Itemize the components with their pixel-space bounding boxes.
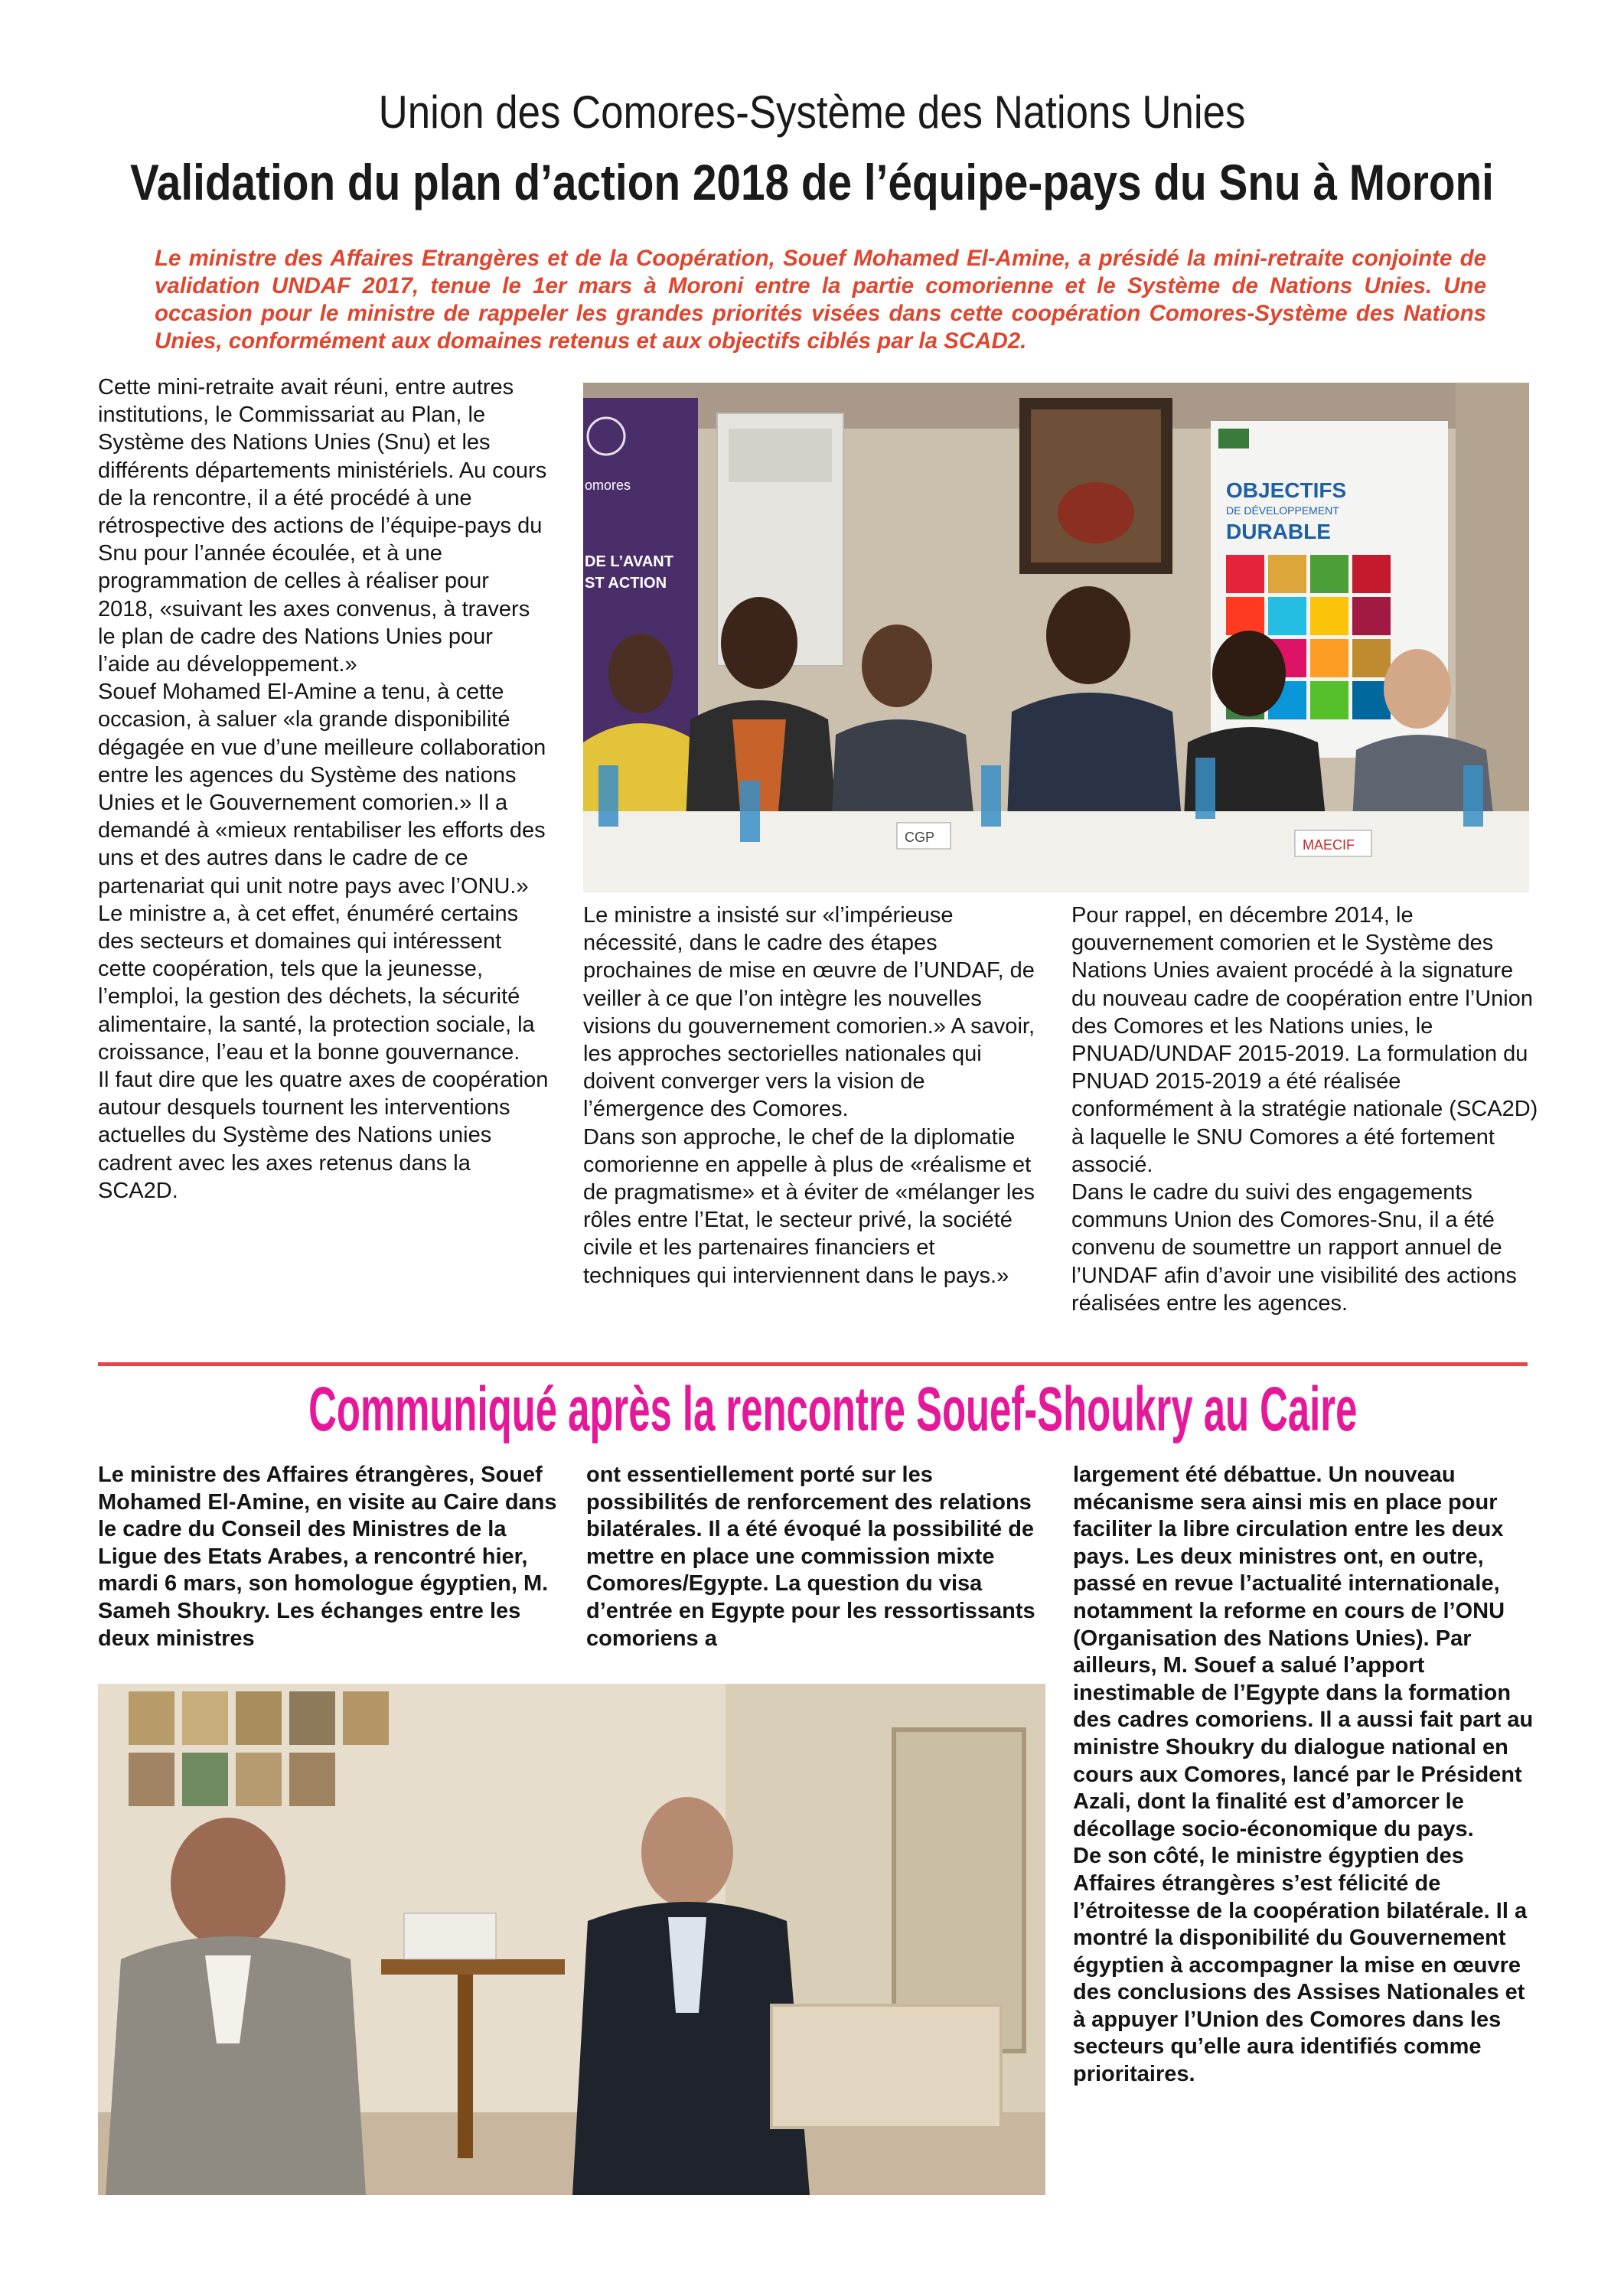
section-divider (98, 1362, 1528, 1366)
article2-column-2: ont essentiellement porté sur les possibilités de renforcement des relations bilatérales. Il a été évoqué la possibilité de mettre en place une commission mixte Comores/Egypte. La question du visa d’entrée en Egypte pour les ressortissants comoriens a (586, 1463, 1035, 1651)
telephone (404, 1913, 496, 1959)
article-column-1: Cette mini-retraite avait réuni, entre autres institutions, le Commissariat au Plan, le Système des Nations Unies (Snu) et les différents départements ministériels. Au cours de la rencontre, il a été procédé à une rétrospective des actions de l’équipe-pays du Snu pour l’année écoulée, et à une programmation de celles à réaliser pour 2018, «suivant les axes convenus, à travers le plan de cadre des Nations Unies pour l’aide au développement.» Souef Mohamed El-Amine a tenu, à cette occasion, à saluer «la grande disponibilité dégagée en vue d’une meilleure collaboration entre les agences du Système des nations Unies et le Gouvernement comorien.» Il a demandé à «mieux rentabiliser les efforts des uns et des autres dans le cadre de ce partenariat qui unit notre pays avec l’ONU.» Le ministre a, à cet effet, énuméré certains des secteurs et domaines qui intéressent cette coopération, tels que la jeunesse, l’emploi, la gestion des déchets, la sécurité alimentaire, la santé, la protection sociale, la croissance, l’eau et la bonne gouvernance. Il faut dire que les quatre axes de coopération autour desquels tournent les interventions actuelles du Système des Nations unies cadrent avec les axes retenus dans la SCA2D. (98, 375, 549, 1203)
ministers-photo (98, 1684, 1045, 2195)
ministers-photo-illustration (98, 1684, 1045, 2195)
banner-text-3: ST ACTION (585, 575, 667, 592)
meeting-photo-illustration (583, 383, 1529, 892)
sdg-title-1: OBJECTIFS (1226, 478, 1347, 502)
placard-cgp-text: CGP (905, 830, 935, 845)
article2-column-3: largement été débattue. Un nouveau mécanisme sera ainsi mis en place pour faciliter la libre circulation entre les deux pays. Les deux ministres ont, en outre, passé en revue l’actualité internationale, notamment la reforme en cours de l’ONU (Organisation des Nations Unies). Par ailleurs, M. Souef a salué l’apport inestimable de l’Egypte dans la formation des cadres comoriens. Il a aussi fait part au ministre Shoukry du dialogue national en cours aux Comores, lancé par le Président Azali, dont la finalité est d’amorcer le décollage socio-économique du pays. De son côté, le ministre égyptien des Affaires étrangères s’est félicité de l’étroitesse de la coopération bilatérale. Il a montré la disponibilité du Gouvernement égyptien à accompagner la mise en œuvre des conclusions des Assises Nationales et à appuyer l’Union des Comores dans les secteurs qu’elle aura identifiés comme prioritaires. (1073, 1463, 1534, 2087)
sdg-title-3: DURABLE (1226, 520, 1331, 543)
wall-mirror (894, 1730, 1024, 2051)
side-table (381, 1959, 565, 1975)
meeting-photo (583, 383, 1529, 892)
article-kicker: Union des Comores-Système des Nations Unies (378, 86, 1246, 138)
placard-maecif-text: MAECIF (1303, 837, 1355, 853)
article2-column-1: Le ministre des Affaires étrangères, Souef Mohamed El-Amine, en visite au Caire dans le cadre du Conseil des Ministres de la Ligue des Etats Arabes, a rencontré hier, mardi 6 mars, son homologue égyptien, M. Sameh Shoukry. Les échanges entre les deux ministres (98, 1463, 557, 1651)
conference-table (583, 811, 1529, 892)
article-headline: Validation du plan d’action 2018 de l’équipe-pays du Snu à Moroni (130, 154, 1494, 210)
sdg-title-2: DE DÉVELOPPEMENT (1226, 504, 1339, 517)
article-column-2: Le ministre a insisté sur «l’impérieuse nécessité, dans le cadre des étapes prochaines de mise en œuvre de l’UNDAF, de veiller à ce que l’on intègre les nouvelles visions du gouvernement comorien.» A savoir, les approches sectorielles nationales qui doivent converger vers la vision de l’émergence des Comores. Dans son approche, le chef de la diplomatie comorienne en appelle à plus de «réalisme et de pragmatisme» et à éviter de «mélanger les rôles entre l’Etat, le secteur privé, la société civile et les partenaires financiers et techniques qui interviennent dans le pays.» (583, 903, 1035, 1288)
article-column-3: Pour rappel, en décembre 2014, le gouvernement comorien et le Système des Nations Unies avaient procédé à la signature du nouveau cadre de coopération entre l’Union des Comores et les Nations unies, le PNUAD/UNDAF 2015-2019. La formulation du PNUAD 2015-2019 a été réalisée conformément à la stratégie nationale (SCA2D) à laquelle le SNU Comores a été fortement associé. Dans le cadre du suivi des engagements communs Union des Comores-Snu, il a été convenu de soumettre un rapport annuel de l’UNDAF afin d’avoir une visibilité des actions réalisées entre les agences. (1071, 903, 1538, 1316)
article-lead: Le ministre des Affaires Etrangères et de la Coopération, Souef Mohamed El-Amine, a présidé la mini-retraite conjointe de validation UNDAF 2017, tenue le 1er mars à Moroni entre la partie comorienne et le Système de Nations Unies. Une occasion pour le ministre de rappeler les grandes priorités visées dans cette coopération Comores-Système des Nations Unies, conformément aux domaines retenus et aux objectifs ciblés par la SCAD2. (155, 246, 1486, 354)
banner-text-2: DE L’AVANT (585, 553, 673, 570)
sofa (771, 2005, 1001, 2128)
article2-headline: Communiqué après la rencontre Souef-Shoukry au Caire (308, 1375, 1358, 1444)
banner-text-1: omores (585, 478, 631, 493)
